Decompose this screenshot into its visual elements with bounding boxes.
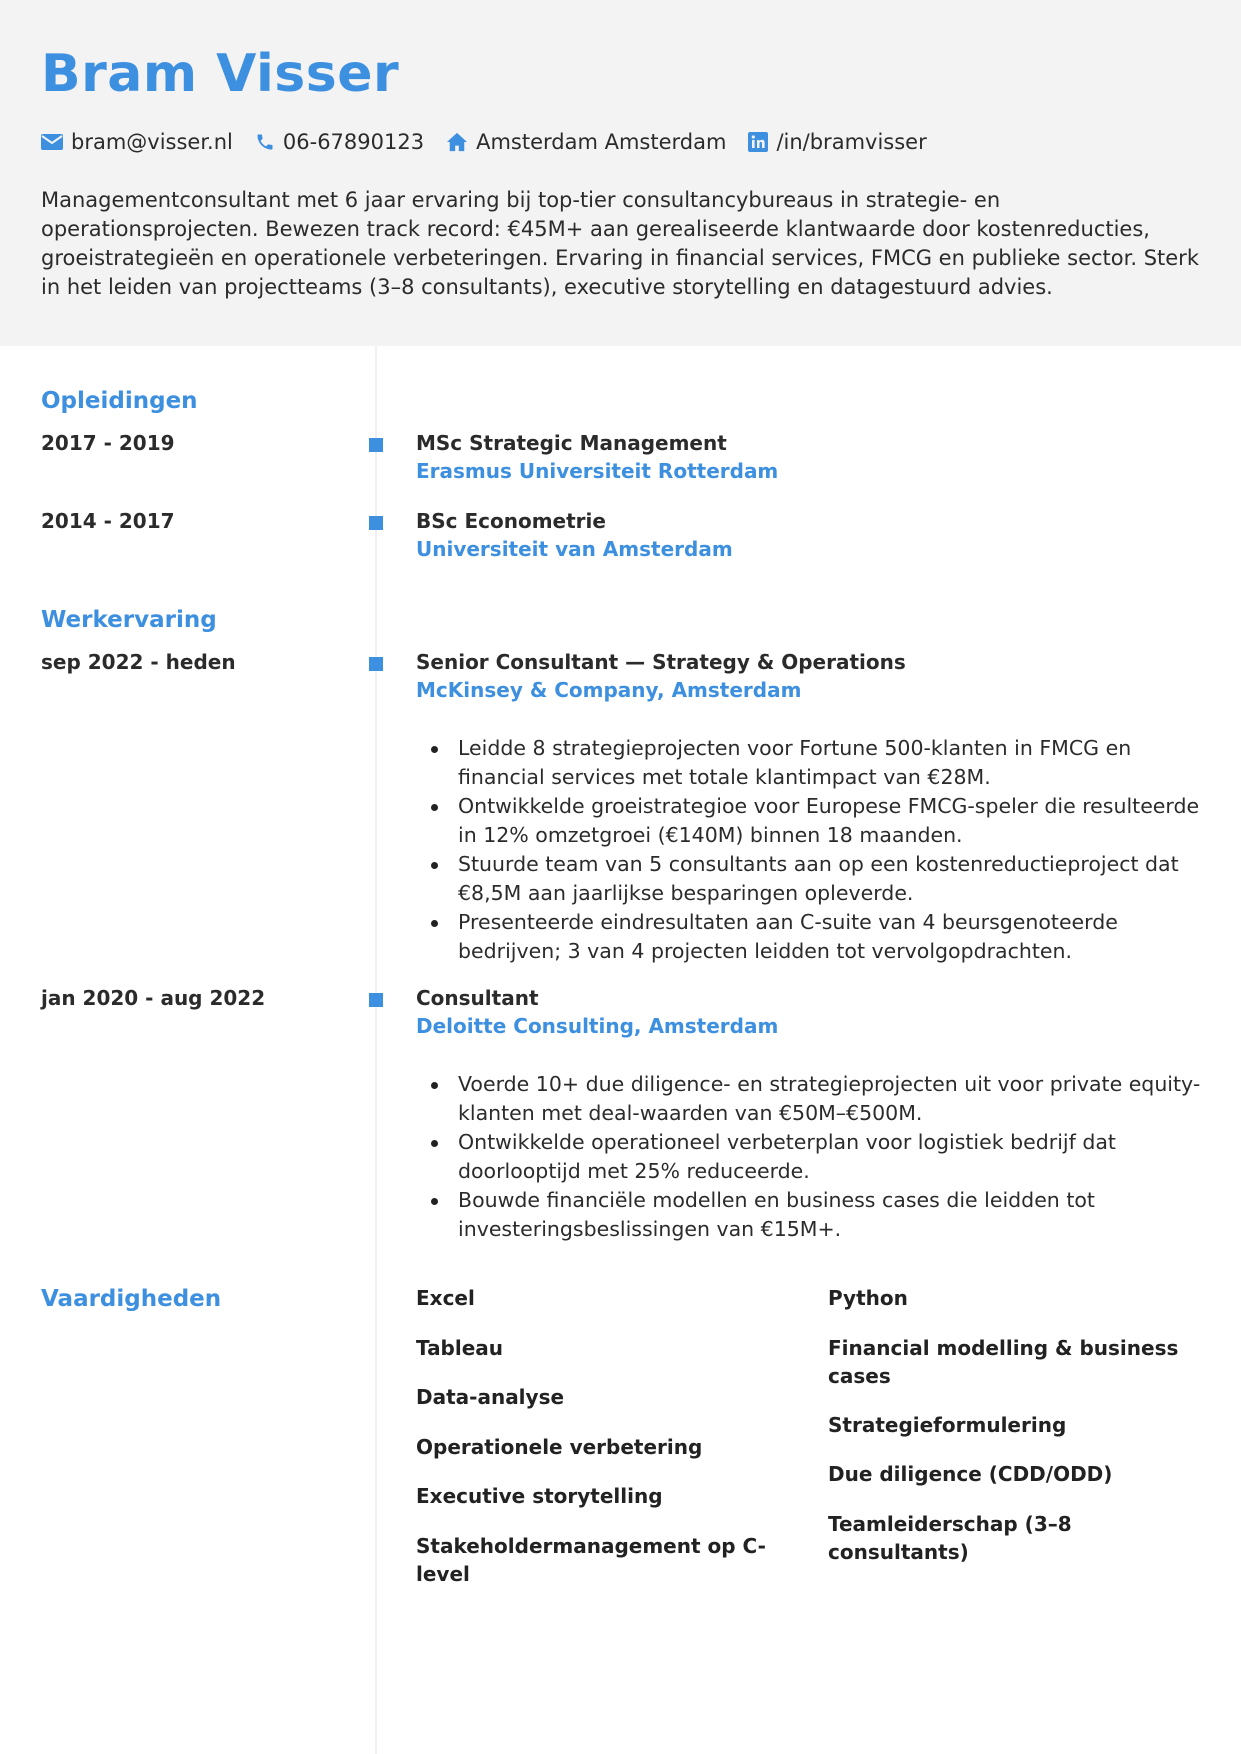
bullet-item: Voerde 10+ due diligence- en strategieprojecten uit voor private equity-klanten met deal-waarden van €50M–€500M. [428,1070,1208,1128]
header [0,0,1241,346]
skill-item: Operationele verbetering [416,1435,703,1459]
timeline-marker [369,993,383,1007]
contact-linkedin[interactable] [748,130,926,154]
experience-date: sep 2022 - heden [41,650,236,674]
section-title-skills: Vaardigheden [41,1286,222,1312]
contact-row [41,128,949,156]
skill-item: Data-analyse [416,1385,565,1409]
experience-date: jan 2020 - aug 2022 [41,986,266,1010]
experience-company: McKinsey & Company, Amsterdam [416,678,802,702]
candidate-name: Bram Visser [41,44,400,104]
skill-item: Financial modelling & business cases [828,1336,1179,1388]
bullet-item: Ontwikkelde groeistrategioe voor Europese FMCG-speler die resulteerde in 12% omzetgroei (€140M) binnen 18 maanden. [428,792,1208,850]
skill-item: Stakeholdermanagement op C-level [416,1534,766,1586]
contact-email[interactable] [41,130,233,154]
skill-item: Due diligence (CDD/ODD) [828,1462,1113,1486]
experience-role: Senior Consultant — Strategy & Operations [416,650,906,674]
skill-item: Python [828,1286,908,1310]
skill-item: Strategieformulering [828,1413,1067,1437]
bullet-item: Ontwikkelde operationeel verbeterplan voor logistiek bedrijf dat doorlooptijd met 25% reduceerde. [428,1128,1208,1186]
contact-phone[interactable] [255,130,424,154]
profile-summary: Managementconsultant met 6 jaar ervaring bij top-tier consultancybureaus in strategie- en operationsprojecten. Bewezen track record: €45M+ aan gerealiseerde klantwaarde door kostenreducties, groeistrategieën en operationele verbeteringen. Ervaring in financial services, FMCG en publieke sector. Sterk in het leiden van projectteams (3–8 consultants), executive storytelling en datagestuurd advies. [41,188,1199,299]
location-text: Amsterdam Amsterdam [476,130,727,154]
education-date: 2014 - 2017 [41,509,175,533]
email-text: bram@visser.nl [71,130,233,154]
timeline-marker [369,516,383,530]
education-date: 2017 - 2019 [41,431,175,455]
skill-item: Executive storytelling [416,1484,663,1508]
education-school: Universiteit van Amsterdam [416,537,733,561]
experience-bullets [428,1070,1208,1244]
timeline-marker [369,438,383,452]
bullet-item: Stuurde team van 5 consultants aan op een kostenreductieproject dat €8,5M aan jaarlijkse besparingen opleverde. [428,850,1208,908]
section-title-experience: Werkervaring [41,607,217,633]
phone-icon [255,132,275,152]
education-degree: BSc Econometrie [416,509,606,533]
education-degree: MSc Strategic Management [416,431,727,455]
timeline-marker [369,657,383,671]
skill-item: Teamleiderschap (3–8 consultants) [828,1512,1072,1564]
linkedin-icon [748,132,768,152]
phone-text: 06-67890123 [282,130,425,154]
skill-item: Tableau [416,1336,504,1360]
education-school: Erasmus Universiteit Rotterdam [416,459,779,483]
experience-bullets [428,734,1208,966]
experience-role: Consultant [416,986,539,1010]
bullet-item: Bouwde financiële modellen en business cases die leidden tot investeringsbeslissingen van €15M+. [428,1186,1208,1244]
linkedin-text: /in/bramvisser [776,130,927,154]
experience-company: Deloitte Consulting, Amsterdam [416,1014,779,1038]
bullet-item: Presenteerde eindresultaten aan C-suite van 4 beursgenoteerde bedrijven; 3 van 4 projecten leidden tot vervolgopdrachten. [428,908,1208,966]
home-icon [446,132,468,152]
bullet-item: Leidde 8 strategieprojecten voor Fortune 500-klanten in FMCG en financial services met totale klantimpact van €28M. [428,734,1208,792]
skill-item: Excel [416,1286,475,1310]
contact-location [446,130,726,154]
column-divider [375,346,377,1754]
envelope-icon [41,134,63,150]
section-title-education: Opleidingen [41,388,198,414]
